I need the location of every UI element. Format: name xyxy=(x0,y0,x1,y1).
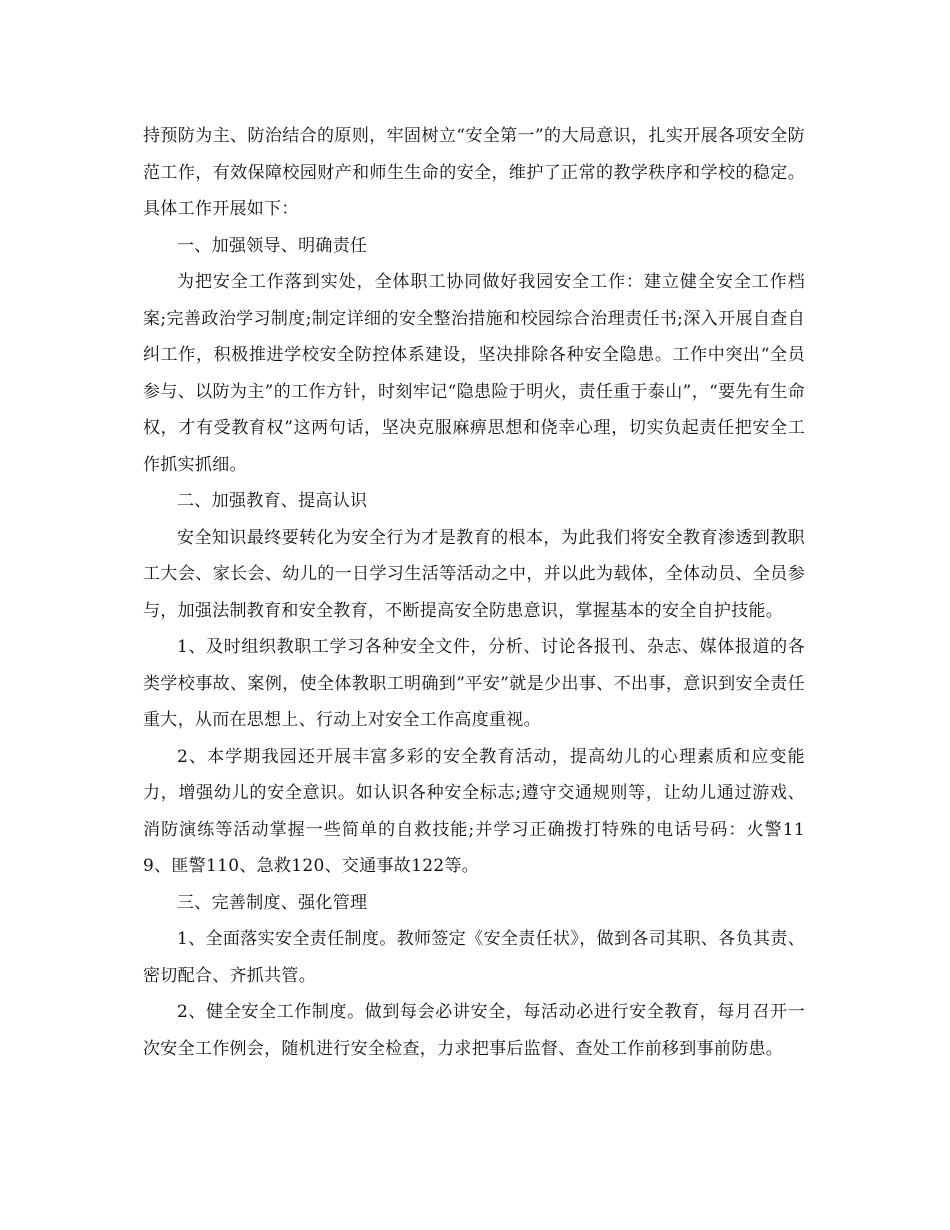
paragraph-leadership: 为把安全工作落到实处，全体职工协同做好我园安全工作：建立健全安全工作档案;完善政治学习制度;制定详细的安全整治措施和校园综合治理责任书;深入开展自查自纠工作，积极推进学校安全防控体系建设，坚决排除各种安全隐患。工作中突出“全员参与、以防为主”的工作方针，时刻牢记“隐患险于明火，责任重于泰山”，“要先有生命权，才有受教育权”这两句话，坚决克服麻痹思想和侥幸心理，切实负起责任把安全工作抓实抓细。 xyxy=(143,272,805,475)
paragraph-education-item-1: 1、及时组织教职工学习各种安全文件，分析、讨论各报刊、杂志、媒体报道的各类学校事故、案例，使全体教职工明确到”平安”就是少出事、不出事，意识到安全责任重大，从而在思想上、行动上对安全工作高度重视。 xyxy=(143,637,805,730)
section-heading-leadership: 一、加强领导、明确责任 xyxy=(177,235,368,256)
paragraph-management-item-2: 2、健全安全工作制度。做到每会必讲安全，每活动必进行安全教育，每月召开一次安全工作例会，随机进行安全检查，力求把事后监督、查处工作前移到事前防患。 xyxy=(143,1002,805,1059)
paragraph-education-item-2: 2、本学期我园还开展丰富多彩的安全教育活动，提高幼儿的心理素质和应变能力，增强幼儿的安全意识。如认识各种安全标志;遵守交通规则等，让幼儿通过游戏、消防演练等活动掌握一些简单的自救技能;并学习正确拨打特殊的电话号码：火警119、匪警110、急救120、交通事故122等。 xyxy=(143,746,805,876)
paragraph-education: 安全知识最终要转化为安全行为才是教育的根本，为此我们将安全教育渗透到教职工大会、家长会、幼儿的一日学习生活等活动之中，并以此为载体，全体动员、全员参与，加强法制教育和安全教育，不断提高安全防患意识，掌握基本的安全自护技能。 xyxy=(143,527,805,621)
paragraph-management-item-1: 1、全面落实安全责任制度。教师签定《安全责任状》，做到各司其职、各负其责、密切配合、齐抓共管。 xyxy=(143,929,805,986)
document-body xyxy=(143,118,805,1067)
section-heading-management: 三、完善制度、强化管理 xyxy=(177,892,368,913)
section-heading-education: 二、加强教育、提高认识 xyxy=(177,491,368,511)
paragraph-intro-continued: 持预防为主、防治结合的原则，牢固树立“安全第一”的大局意识，扎实开展各项安全防范工作，有效保障校园财产和师生生命的安全，维护了正常的教学秩序和学校的稳定。具体工作开展如下： xyxy=(143,126,805,219)
